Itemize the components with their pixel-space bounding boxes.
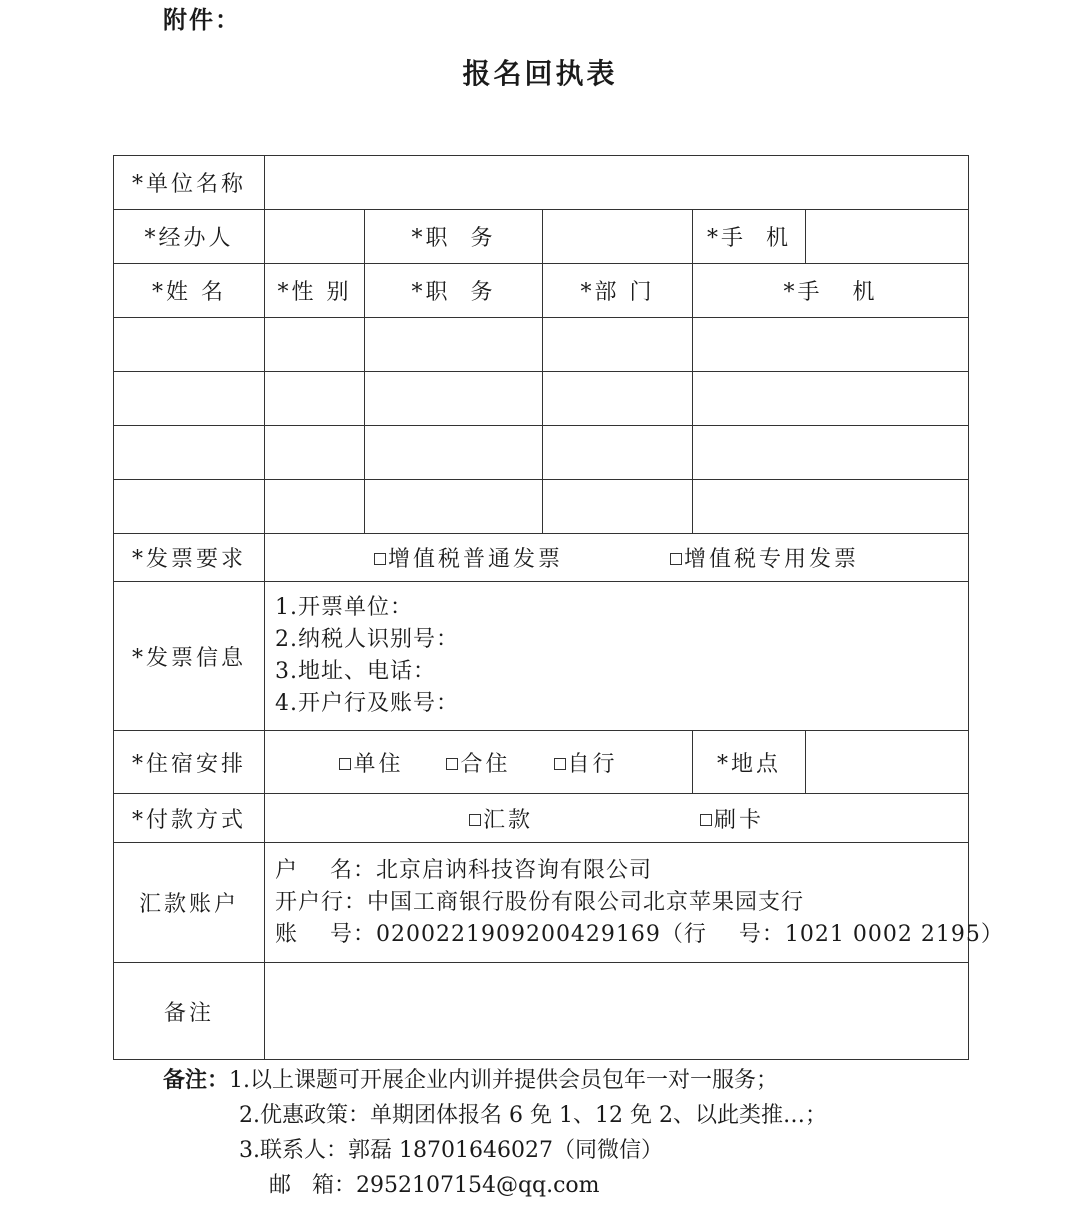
handler-row bbox=[114, 210, 969, 264]
table-row bbox=[114, 480, 969, 534]
invoice-info-line: 2.纳税人识别号： bbox=[275, 627, 459, 652]
remit-account-cell bbox=[265, 843, 1004, 963]
table-row bbox=[114, 426, 969, 480]
note-email-line: 邮 箱：2952107154@qq.com bbox=[269, 1173, 600, 1198]
handler-label: *经办人 bbox=[114, 210, 265, 264]
registration-form-table bbox=[113, 155, 1004, 1060]
payment-row bbox=[114, 794, 969, 843]
invoice-option-special[interactable]: 增值税专用发票 bbox=[670, 542, 859, 573]
header-department: *部 门 bbox=[543, 264, 693, 318]
handler-phone-label: *手 机 bbox=[693, 210, 806, 264]
header-phone: *手 机 bbox=[693, 264, 969, 318]
remark-label: 备注 bbox=[114, 963, 265, 1060]
location-field[interactable] bbox=[806, 731, 969, 794]
handler-field[interactable] bbox=[265, 210, 365, 264]
location-label: *地点 bbox=[693, 731, 806, 794]
org-name-label: *单位名称 bbox=[114, 156, 265, 210]
attendee-phone-cell[interactable] bbox=[693, 318, 969, 372]
lodging-option-shared[interactable]: 合住 bbox=[446, 747, 510, 778]
remit-account-number: 账 号：0200221909200429169（行 号：1021 0002 2195） bbox=[275, 921, 1004, 947]
invoice-info-row bbox=[114, 582, 969, 731]
header-position: *职 务 bbox=[365, 264, 543, 318]
payment-option-remit[interactable]: 汇款 bbox=[469, 803, 533, 834]
remit-account-name: 户 名：北京启讷科技咨询有限公司 bbox=[275, 857, 652, 883]
checkbox-icon[interactable] bbox=[446, 758, 458, 770]
invoice-info-cell[interactable] bbox=[265, 582, 969, 731]
checkbox-icon[interactable] bbox=[469, 814, 481, 826]
lodging-label: *住宿安排 bbox=[114, 731, 265, 794]
payment-options-cell bbox=[265, 794, 969, 843]
attendee-department-cell[interactable] bbox=[543, 426, 693, 480]
attendee-name-cell[interactable] bbox=[114, 426, 265, 480]
attendee-phone-cell[interactable] bbox=[693, 480, 969, 534]
page-title: 报名回执表 bbox=[462, 57, 618, 90]
attendee-gender-cell[interactable] bbox=[265, 318, 365, 372]
header-name: *姓 名 bbox=[114, 264, 265, 318]
invoice-options-cell bbox=[265, 534, 969, 582]
header-gender: *性 别 bbox=[265, 264, 365, 318]
remit-account-bank: 开户行：中国工商银行股份有限公司北京苹果园支行 bbox=[275, 889, 805, 915]
attachment-label: 附件： bbox=[163, 6, 241, 34]
payment-option-card[interactable]: 刷卡 bbox=[700, 803, 764, 834]
table-row bbox=[114, 318, 969, 372]
attendee-phone-cell[interactable] bbox=[693, 426, 969, 480]
attendee-gender-cell[interactable] bbox=[265, 426, 365, 480]
attendee-gender-cell[interactable] bbox=[265, 480, 365, 534]
attendee-name-cell[interactable] bbox=[114, 480, 265, 534]
attendee-name-cell[interactable] bbox=[114, 318, 265, 372]
invoice-requirement-row bbox=[114, 534, 969, 582]
invoice-requirement-label: *发票要求 bbox=[114, 534, 265, 582]
remit-account-label: 汇款账户 bbox=[114, 843, 265, 963]
invoice-option-general[interactable]: 增值税普通发票 bbox=[374, 542, 563, 573]
handler-position-label: *职 务 bbox=[365, 210, 543, 264]
handler-phone-field[interactable] bbox=[806, 210, 969, 264]
attendee-department-cell[interactable] bbox=[543, 480, 693, 534]
lodging-option-self[interactable]: 自行 bbox=[554, 747, 618, 778]
note-row bbox=[163, 1063, 827, 1098]
attendee-gender-cell[interactable] bbox=[265, 372, 365, 426]
checkbox-icon[interactable] bbox=[554, 758, 566, 770]
remark-field[interactable] bbox=[265, 963, 969, 1060]
checkbox-icon[interactable] bbox=[339, 758, 351, 770]
checkbox-icon[interactable] bbox=[374, 553, 386, 565]
attendee-department-cell[interactable] bbox=[543, 318, 693, 372]
table-row bbox=[114, 372, 969, 426]
org-name-field[interactable] bbox=[265, 156, 969, 210]
attendee-phone-cell[interactable] bbox=[693, 372, 969, 426]
org-name-row bbox=[114, 156, 969, 210]
remark-row bbox=[114, 963, 969, 1060]
remit-account-row bbox=[114, 843, 969, 963]
attendee-position-cell[interactable] bbox=[365, 372, 543, 426]
checkbox-icon[interactable] bbox=[700, 814, 712, 826]
lodging-row bbox=[114, 731, 969, 794]
attendee-position-cell[interactable] bbox=[365, 480, 543, 534]
attendee-department-cell[interactable] bbox=[543, 372, 693, 426]
payment-label: *付款方式 bbox=[114, 794, 265, 843]
footnotes bbox=[163, 1063, 827, 1203]
note-line: 2.优惠政策：单期团体报名 6 免 1、12 免 2、以此类推…； bbox=[239, 1103, 827, 1128]
attendee-name-cell[interactable] bbox=[114, 372, 265, 426]
invoice-info-line: 3.地址、电话： bbox=[275, 659, 436, 684]
attendee-header-row bbox=[114, 264, 969, 318]
attendee-position-cell[interactable] bbox=[365, 318, 543, 372]
note-line: 1.以上课题可开展企业内训并提供会员包年一对一服务； bbox=[229, 1068, 779, 1093]
note-line: 3.联系人：郭磊 18701646027（同微信） bbox=[239, 1138, 663, 1163]
handler-position-field[interactable] bbox=[543, 210, 693, 264]
lodging-option-single[interactable]: 单住 bbox=[339, 747, 403, 778]
lodging-options-cell bbox=[265, 731, 693, 794]
invoice-info-line: 4.开户行及账号： bbox=[275, 691, 459, 716]
checkbox-icon[interactable] bbox=[670, 553, 682, 565]
attendee-position-cell[interactable] bbox=[365, 426, 543, 480]
invoice-info-label: *发票信息 bbox=[114, 582, 265, 731]
notes-label: 备注： bbox=[163, 1068, 230, 1093]
invoice-info-line: 1.开票单位： bbox=[275, 595, 413, 620]
